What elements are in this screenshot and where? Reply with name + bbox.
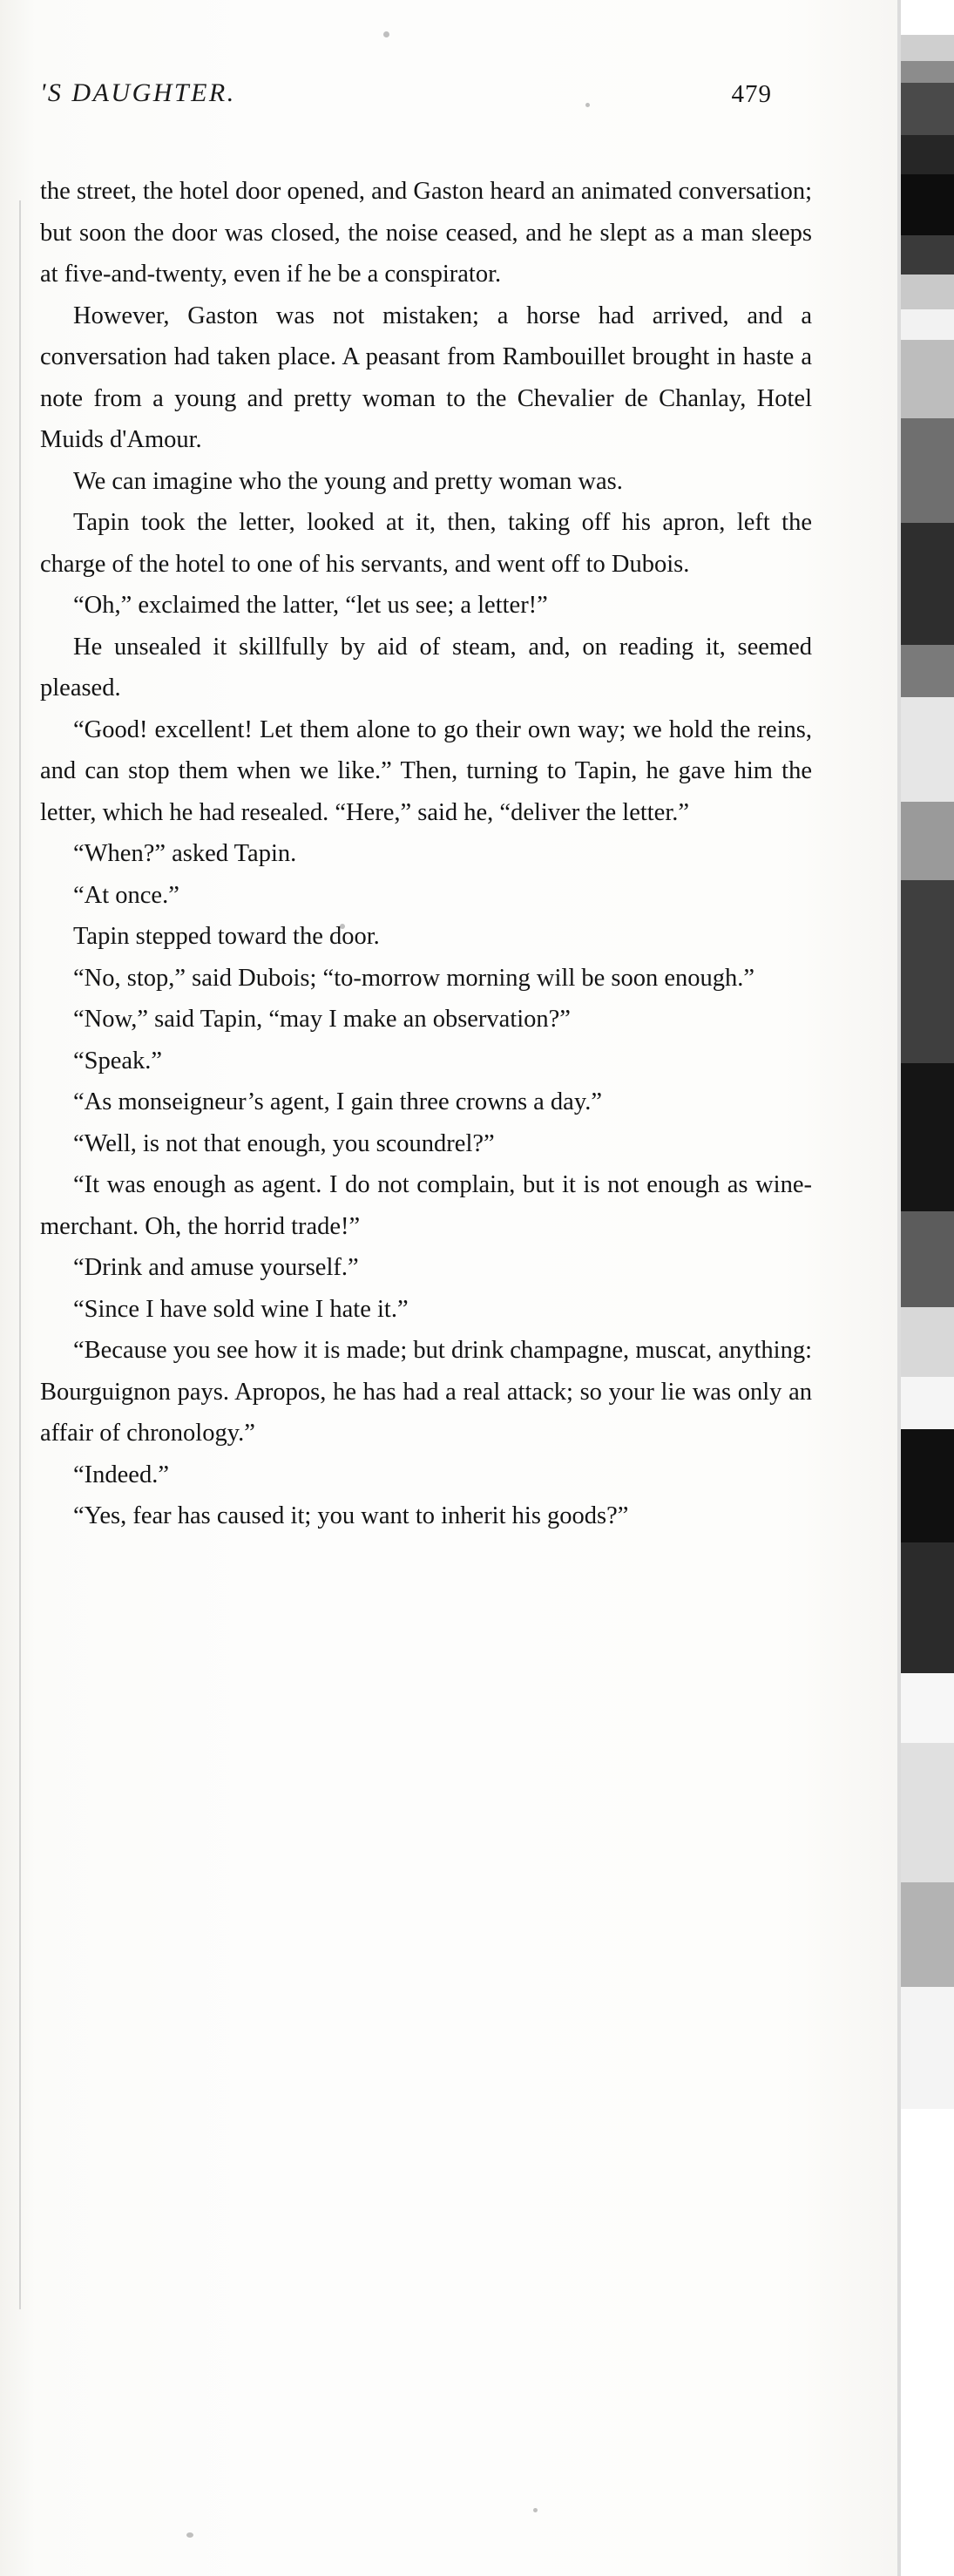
- scan-speck: [383, 31, 389, 37]
- paragraph: “When?” asked Tapin.: [73, 840, 297, 867]
- paragraph: “Good! excellent! Let them alone to go their own way; we hold the reins, and can stop them when we like.” Then, turning to Tapin, he gave him the letter, which he had resealed. “Here,” said he, “deliver the letter.”: [40, 715, 812, 826]
- paragraph: “Well, is not that enough, you scoundrel?”: [73, 1129, 495, 1157]
- paragraph: Tapin stepped toward the door.: [73, 923, 380, 950]
- margin-rule-left: [19, 200, 21, 2309]
- paragraph: “As monseigneur’s agent, I gain three crowns a day.”: [73, 1088, 603, 1115]
- running-head-title: 'S DAUGHTER.: [40, 78, 236, 107]
- paragraph: Tapin took the letter, looked at it, then, taking off his apron, left the charge of the hotel to one of his servants, and went off to Dubois.: [40, 509, 812, 578]
- page-edge-line: [897, 0, 901, 2576]
- paragraph: “Drink and amuse yourself.”: [73, 1254, 359, 1281]
- running-head: [40, 78, 842, 113]
- paragraph: “Oh,” exclaimed the latter, “let us see; a letter!”: [73, 592, 548, 619]
- paragraph: “At once.”: [73, 881, 179, 909]
- scan-speck: [186, 2532, 193, 2538]
- paragraph: “Because you see how it is made; but drink champagne, muscat, anything: Bourguignon pays. Apropos, he has had a real attack; so your lie was only an affair of chronology.”: [40, 1337, 812, 1447]
- paragraph: “Indeed.”: [73, 1461, 169, 1488]
- paragraph: “Now,” said Tapin, “may I make an observation?”: [73, 1006, 571, 1033]
- paragraph: “No, stop,” said Dubois; “to-morrow morning will be soon enough.”: [73, 964, 755, 992]
- page-number: 479: [731, 80, 772, 108]
- paragraph: “Speak.”: [73, 1047, 163, 1074]
- paragraph: “Yes, fear has caused it; you want to inherit his goods?”: [73, 1502, 629, 1529]
- paragraph: “It was enough as agent. I do not complain, but it is not enough as wine-merchant. Oh, the horrid trade!”: [40, 1171, 812, 1240]
- scan-speck: [533, 2508, 538, 2512]
- paragraph: However, Gaston was not mistaken; a horse had arrived, and a conversation had taken place. A peasant from Rambouillet brought in haste a note from a young and pretty woman to the Chevalier de Chanlay, Hotel Muids d'Amour.: [40, 302, 812, 453]
- paragraph: He unsealed it skillfully by aid of steam, and, on reading it, seemed pleased.: [40, 633, 812, 702]
- body-text-column: [40, 171, 812, 1537]
- scan-gutter: [901, 0, 954, 2576]
- paragraph: the street, the hotel door opened, and Gaston heard an animated conversation; but soon the door was closed, the noise ceased, and he slept as a man sleeps at five-and-twenty, even if he be a conspirator.: [40, 178, 812, 288]
- paragraph: “Since I have sold wine I hate it.”: [73, 1295, 409, 1323]
- paragraph: We can imagine who the young and pretty woman was.: [73, 467, 623, 495]
